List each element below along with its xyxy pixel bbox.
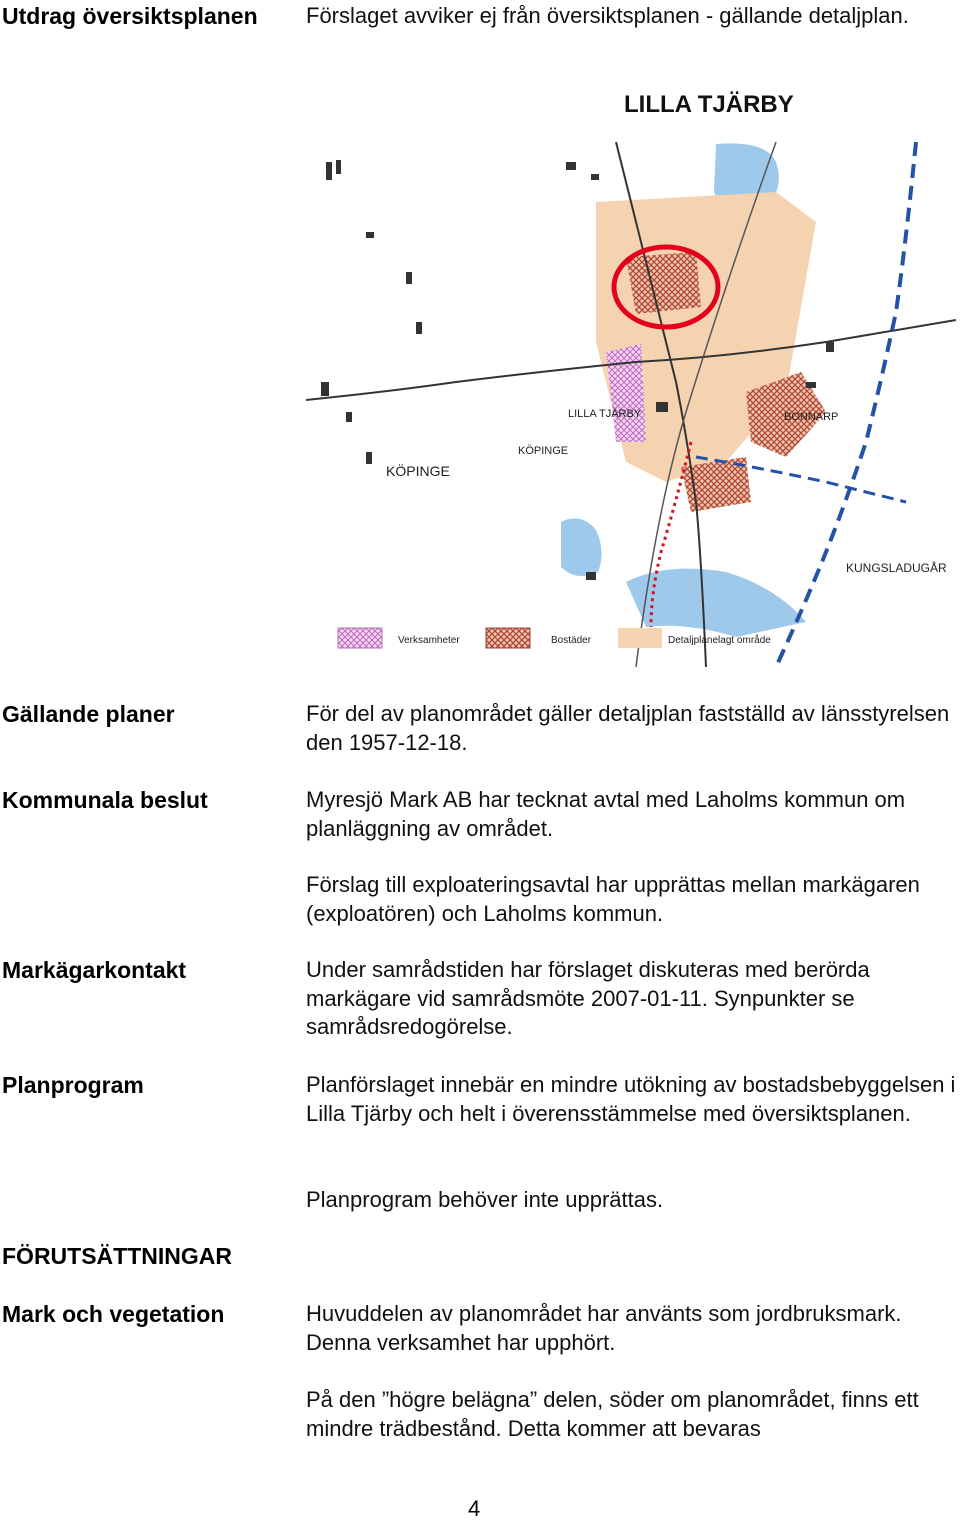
legend-swatch-detaljplan — [618, 628, 662, 648]
heading-mark-och-vegetation: Mark och vegetation — [2, 1301, 225, 1327]
planprogram-text: Planförslaget innebär en mindre utökning av bostadsbebyggelsen i Lilla Tjärby och helt i överensstämmelse med översiktsplanen. — [306, 1072, 956, 1126]
heading-kommunala-beslut: Kommunala beslut — [2, 787, 208, 813]
heading-utdrag: Utdrag översiktsplanen — [2, 3, 258, 29]
heading-planprogram: Planprogram — [2, 1072, 144, 1098]
mark-text-2: På den ”högre belägna” delen, söder om planområdet, finns ett mindre trädbestånd. Detta kommer att bevaras — [306, 1387, 919, 1441]
legend-bostader: Bostäder — [551, 635, 592, 646]
area-bostader-north — [626, 252, 701, 314]
legend-swatch-bostader — [486, 628, 530, 648]
map-figure — [306, 82, 956, 667]
planprogram-text-2: Planprogram behöver inte upprättas. — [306, 1187, 664, 1212]
label-kopinge: KÖPINGE — [386, 463, 450, 479]
forslag-text: Förslag till exploateringsavtal har upprättas mellan markägaren (exploatören) och Laholms kommun. — [306, 872, 920, 926]
heading-forutsattningar: FÖRUTSÄTTNINGAR — [2, 1243, 232, 1269]
utdrag-text: Förslaget avviker ej från översiktsplanen - gällande detaljplan. — [306, 3, 909, 28]
legend-swatch-verksamheter — [338, 628, 382, 648]
heading-gallande-planer: Gällande planer — [2, 701, 175, 727]
label-kopinge-small: KÖPINGE — [518, 445, 569, 457]
mark-text: Huvuddelen av planområdet har använts som jordbruksmark. Denna verksamhet har upphört. — [306, 1301, 902, 1355]
legend-verksamheter: Verksamheter — [398, 635, 460, 646]
markagar-text: Under samrådstiden har förslaget diskuteras med berörda markägare vid samrådsmöte 2007-01-11. Synpunkter se samrådsredogörelse. — [306, 957, 870, 1039]
label-kungsladugard: KUNGSLADUGÅR — [846, 561, 947, 575]
gallande-text: För del av planområdet gäller detaljplan fastställd av länsstyrelsen den 1957-12-18. — [306, 701, 950, 755]
heading-markagarkontakt: Markägarkontakt — [2, 957, 187, 983]
legend-detaljplan: Detaljplanelagt område — [668, 635, 771, 646]
label-lilla-tjarby: LILLA TJÄRBY — [568, 408, 642, 420]
label-bonnarp: BONNARP — [784, 411, 839, 423]
kommunala-text: Myresjö Mark AB har tecknat avtal med Laholms kommun om planläggning av området. — [306, 787, 906, 841]
page-number: 4 — [468, 1496, 481, 1521]
map-title: LILLA TJÄRBY — [624, 91, 794, 118]
